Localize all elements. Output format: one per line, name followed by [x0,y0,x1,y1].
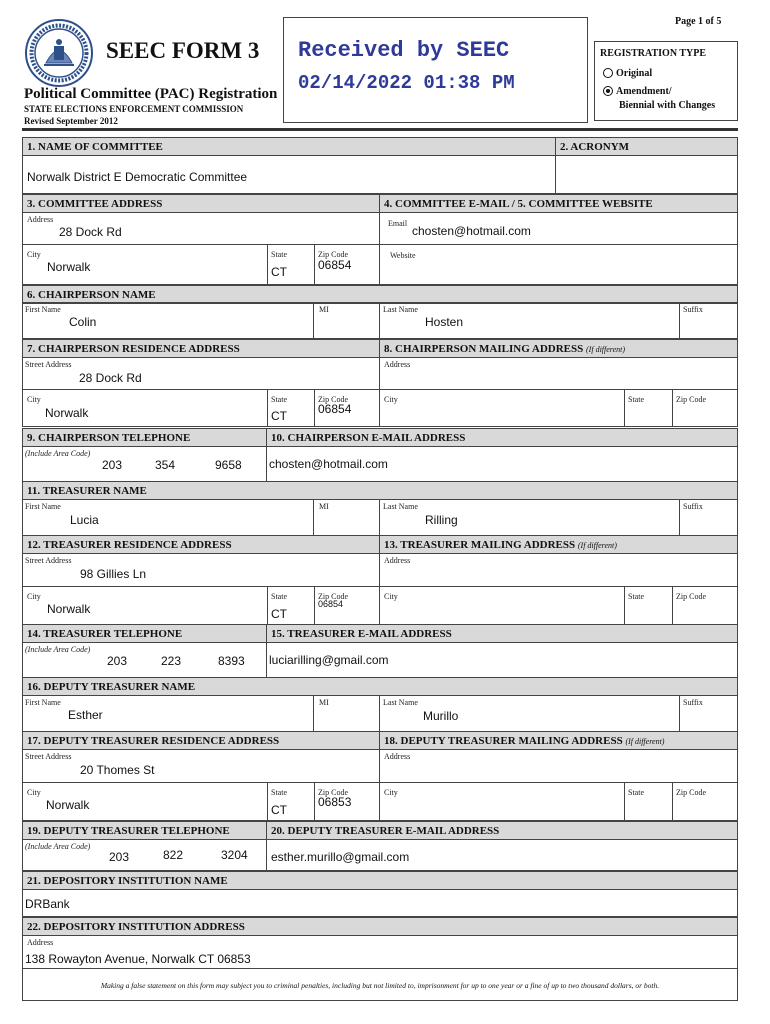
section-15-header: 15. TREASURER E-MAIL ADDRESS [266,624,738,643]
treas-email-value: luciarilling@gmail.com [269,653,389,667]
treas-state-value[interactable]: CT [271,607,287,621]
if-different-note: (If different) [577,541,617,550]
state-label: State [628,395,644,404]
section-4-header: 4. COMMITTEE E-MAIL / 5. COMMITTEE WEBSITE [379,194,738,213]
treas-phone-prefix: 223 [161,654,182,668]
bank-address-value: 138 Rowayton Avenue, Norwalk CT 06853 [25,952,251,966]
chair-email-value: chosten@hotmail.com [269,457,388,471]
dep-phone-prefix: 822 [163,848,184,862]
city-label: City [384,395,398,404]
dep-street-value: 20 Thomes St [80,763,155,777]
zip-label: Zip Code [676,788,706,797]
dep-phone-area: 203 [109,850,130,864]
zip-label: Zip Code [676,395,706,404]
form-subtitle: Political Committee (PAC) Registration [24,86,278,102]
acronym-field[interactable] [555,155,738,194]
treas-phone-field[interactable] [22,642,267,678]
if-different-note: (If different) [586,345,626,354]
treas-last-value[interactable]: Rilling [425,513,458,527]
dep-last-value[interactable]: Murillo [423,709,459,723]
treas-phone-line: 8393 [218,654,245,668]
footer-warning: Making a false statement on this form may subject you to criminal penalties, including but not limited to, imprisonment for up to one year or a fine of up to two thousand dollars, or both. [100,981,660,990]
zip-label: Zip Code [318,250,348,259]
committee-state-value[interactable]: CT [271,265,287,279]
committee-address-field[interactable] [22,212,380,245]
chair-mailing-address-field[interactable] [379,357,738,390]
suffix-label: Suffix [683,305,703,314]
chair-first-value[interactable]: Colin [69,315,97,329]
committee-website-field[interactable] [379,244,738,285]
treas-mailing-address-field[interactable] [379,553,738,587]
treas-email-field[interactable] [266,642,738,678]
chair-name-row [22,302,738,339]
zip-label: Zip Code [318,788,348,797]
committee-email-field[interactable] [379,212,738,245]
street-address-label: Street Address [25,752,72,761]
website-label: Website [390,251,416,260]
committee-name-field[interactable] [22,155,556,194]
dep-state-value[interactable]: CT [271,803,287,817]
section-18-title: 18. DEPUTY TREASURER MAILING ADDRESS [384,735,623,747]
section-16-header: 16. DEPUTY TREASURER NAME [22,677,738,696]
section-9-header: 9. CHAIRPERSON TELEPHONE [22,428,267,447]
chair-phone-field[interactable] [22,446,267,482]
chair-phone-line: 9658 [215,458,242,472]
amendment-label-2: Biennial with Changes [619,100,716,111]
section-2-header: 2. ACRONYM [555,137,738,156]
area-code-note: (Include Area Code) [25,842,91,851]
address-label: Address [384,556,411,565]
form-title: SEEC FORM 3 [106,38,260,63]
section-13-header [379,535,738,554]
dep-mailing-city-row [379,782,738,821]
street-address-label: Street Address [25,360,72,369]
chair-state-value[interactable]: CT [271,409,287,423]
chair-phone-prefix: 354 [155,458,176,472]
state-label: State [628,788,644,797]
stamp-line-2: 02/14/2022 01:38 PM [298,72,515,94]
last-name-label: Last Name [383,502,418,511]
state-label: State [271,395,287,404]
treas-first-value[interactable]: Lucia [70,513,99,527]
treas-street-value: 98 Gillies Ln [80,567,147,581]
committee-address-value: 28 Dock Rd [59,225,122,239]
chair-street-value: 28 Dock Rd [79,371,142,385]
dep-city-value[interactable]: Norwalk [46,798,90,812]
city-label: City [27,250,41,259]
address-label: Address [27,215,54,224]
dep-zip-value[interactable]: 06853 [318,795,352,809]
chair-zip-value[interactable]: 06854 [318,402,352,416]
committee-city-row [22,244,380,285]
chair-last-value[interactable]: Hosten [425,315,464,329]
treas-phone-area: 203 [107,654,128,668]
state-label: State [628,592,644,601]
page-number: Page 1 of 5 [675,16,722,27]
dep-mailing-address-field[interactable] [379,749,738,783]
bank-name-value: DRBank [25,897,70,911]
mi-label: MI [319,305,329,314]
amendment-radio[interactable] [603,86,613,96]
deputy-name-row [22,695,738,732]
section-12-header: 12. TREASURER RESIDENCE ADDRESS [22,535,380,554]
chair-city-value[interactable]: Norwalk [45,406,89,420]
first-name-label: First Name [25,305,61,314]
committee-city-value[interactable]: Norwalk [47,260,91,274]
chair-street-field[interactable] [22,357,380,390]
original-radio[interactable] [603,68,613,78]
dep-phone-line: 3204 [221,848,248,862]
section-18-header [379,731,738,750]
chair-mailing-city-row [379,389,738,427]
state-label: State [271,592,287,601]
registration-type-title: REGISTRATION TYPE [600,48,707,59]
dep-email-value: esther.murillo@gmail.com [271,850,410,864]
committee-name-value: Norwalk District E Democratic Committee [27,170,248,184]
bank-name-field[interactable] [22,889,738,917]
area-code-note: (Include Area Code) [25,449,91,458]
registration-type-box [594,41,738,121]
last-name-label: Last Name [383,698,418,707]
zip-label: Zip Code [318,395,348,404]
mi-label: MI [319,502,329,511]
city-label: City [384,592,398,601]
address-label: Address [384,360,411,369]
committee-email-value: chosten@hotmail.com [412,224,531,238]
last-name-label: Last Name [383,305,418,314]
footer-warning-box [22,968,738,1001]
committee-zip-value[interactable]: 06854 [318,258,352,272]
section-11-header: 11. TREASURER NAME [22,481,738,500]
mi-label: MI [319,698,329,707]
city-label: City [27,788,41,797]
section-22-header: 22. DEPOSITORY INSTITUTION ADDRESS [22,917,738,936]
section-13-title: 13. TREASURER MAILING ADDRESS [384,539,576,551]
city-label: City [27,592,41,601]
city-label: City [384,788,398,797]
street-address-label: Street Address [25,556,72,565]
dep-email-field[interactable] [266,839,738,871]
section-3-header: 3. COMMITTEE ADDRESS [22,194,380,213]
amendment-label: Amendment/ [616,86,672,97]
first-name-label: First Name [25,502,61,511]
state-label: State [271,788,287,797]
section-7-header: 7. CHAIRPERSON RESIDENCE ADDRESS [22,339,380,358]
section-19-header: 19. DEPUTY TREASURER TELEPHONE [22,821,267,840]
address-label: Address [384,752,411,761]
suffix-label: Suffix [683,698,703,707]
section-21-header: 21. DEPOSITORY INSTITUTION NAME [22,871,738,890]
if-different-note: (If different) [625,737,665,746]
received-stamp [283,17,588,123]
address-label: Address [27,938,54,947]
chair-city-row [22,389,380,427]
dep-first-value[interactable]: Esther [68,708,103,722]
dep-phone-field[interactable] [22,839,267,871]
email-label: Email [388,219,408,228]
first-name-label: First Name [25,698,61,707]
header-rule [22,128,738,131]
treas-mailing-city-row [379,586,738,625]
revised-date: Revised September 2012 [24,116,118,126]
treasurer-name-row [22,499,738,536]
treas-zip-value[interactable]: 06854 [318,599,344,609]
dep-city-row [22,782,380,821]
bank-address-field[interactable] [22,935,738,969]
seal-logo [24,18,94,88]
treas-street-field[interactable] [22,553,380,587]
city-label: City [27,395,41,404]
state-label: State [271,250,287,259]
section-10-header: 10. CHAIRPERSON E-MAIL ADDRESS [266,428,738,447]
section-1-header: 1. NAME OF COMMITTEE [22,137,556,156]
treas-city-row [22,586,380,625]
section-17-header: 17. DEPUTY TREASURER RESIDENCE ADDRESS [22,731,380,750]
stamp-line-1: Received by SEEC [298,38,510,63]
suffix-label: Suffix [683,502,703,511]
agency-name: STATE ELECTIONS ENFORCEMENT COMMISSION [24,104,244,114]
dep-street-field[interactable] [22,749,380,783]
original-label: Original [616,68,653,79]
section-8-header [379,339,738,358]
section-20-header: 20. DEPUTY TREASURER E-MAIL ADDRESS [266,821,738,840]
zip-label: Zip Code [676,592,706,601]
section-6-header: 6. CHAIRPERSON NAME [22,285,738,304]
section-14-header: 14. TREASURER TELEPHONE [22,624,267,643]
section-8-title: 8. CHAIRPERSON MAILING ADDRESS [384,343,584,355]
area-code-note: (Include Area Code) [25,645,91,654]
chair-email-field[interactable] [266,446,738,482]
zip-label: Zip Code [318,592,348,601]
treas-city-value[interactable]: Norwalk [47,602,91,616]
chair-phone-area: 203 [102,458,123,472]
